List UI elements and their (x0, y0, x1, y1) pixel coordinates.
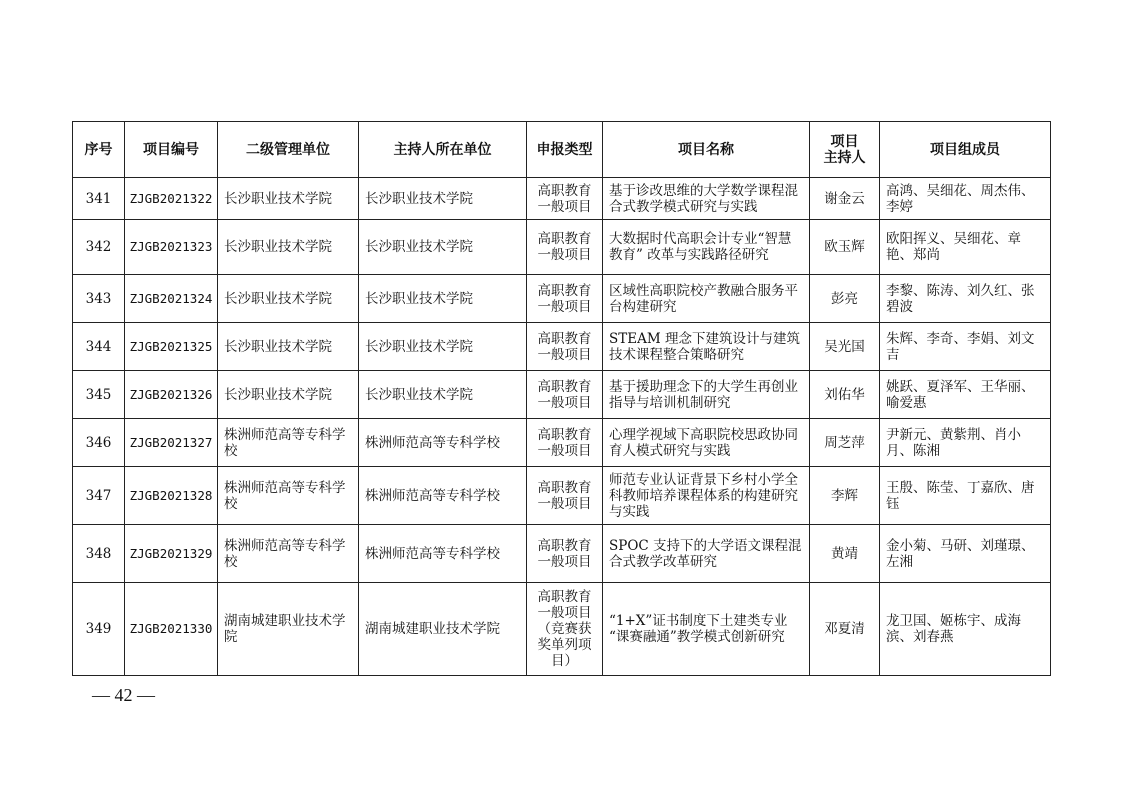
cell-unit: 长沙职业技术学院 (218, 275, 359, 323)
cell-type: 高职教育一般项目 (527, 419, 603, 467)
cell-members: 朱辉、李奇、李娟、刘文吉 (880, 323, 1051, 371)
cell-host-unit: 株洲师范高等专科学校 (359, 467, 527, 525)
table-row (73, 525, 1051, 583)
cell-unit: 湖南城建职业技术学院 (218, 583, 359, 676)
cell-type: 高职教育一般项目 (527, 275, 603, 323)
cell-host-unit: 株洲师范高等专科学校 (359, 419, 527, 467)
cell-code: ZJGB2021328 (125, 467, 218, 525)
cell-host: 吴光国 (810, 323, 880, 371)
cell-code: ZJGB2021326 (125, 371, 218, 419)
cell-members: 金小菊、马研、刘瑾璟、左湘 (880, 525, 1051, 583)
cell-host: 周芝萍 (810, 419, 880, 467)
cell-seq: 348 (73, 525, 125, 583)
header-unit: 二级管理单位 (218, 122, 359, 178)
project-table (72, 121, 1051, 676)
cell-code: ZJGB2021329 (125, 525, 218, 583)
cell-host-unit: 株洲师范高等专科学校 (359, 525, 527, 583)
cell-host: 彭亮 (810, 275, 880, 323)
table-row (73, 220, 1051, 275)
cell-type: 高职教育一般项目 (527, 467, 603, 525)
cell-name: 基于援助理念下的大学生再创业指导与培训机制研究 (603, 371, 810, 419)
cell-code: ZJGB2021330 (125, 583, 218, 676)
cell-type: 高职教育一般项目 (527, 525, 603, 583)
cell-type: 高职教育一般项目（竞赛获奖单列项目） (527, 583, 603, 676)
cell-unit: 长沙职业技术学院 (218, 220, 359, 275)
cell-members: 尹新元、黄紫荆、肖小月、陈湘 (880, 419, 1051, 467)
cell-name: STEAM 理念下建筑设计与建筑技术课程整合策略研究 (603, 323, 810, 371)
header-code: 项目编号 (125, 122, 218, 178)
cell-unit: 长沙职业技术学院 (218, 323, 359, 371)
cell-seq: 343 (73, 275, 125, 323)
cell-name: 大数据时代高职会计专业“智慧教育” 改革与实践路径研究 (603, 220, 810, 275)
cell-name: 师范专业认证背景下乡村小学全科教师培养课程体系的构建研究与实践 (603, 467, 810, 525)
cell-code: ZJGB2021325 (125, 323, 218, 371)
cell-host-unit: 湖南城建职业技术学院 (359, 583, 527, 676)
table-row (73, 583, 1051, 676)
cell-host: 邓夏清 (810, 583, 880, 676)
header-type: 申报类型 (527, 122, 603, 178)
cell-seq: 341 (73, 178, 125, 220)
cell-members: 李黎、陈涛、刘久红、张碧波 (880, 275, 1051, 323)
cell-name: SPOC 支持下的大学语文课程混合式教学改革研究 (603, 525, 810, 583)
cell-members: 姚跃、夏泽军、王华丽、喻爱惠 (880, 371, 1051, 419)
cell-members: 王殷、陈莹、丁嘉欣、唐钰 (880, 467, 1051, 525)
cell-unit: 长沙职业技术学院 (218, 371, 359, 419)
cell-host-unit: 长沙职业技术学院 (359, 220, 527, 275)
cell-members: 高鸿、吴细花、周杰伟、李婷 (880, 178, 1051, 220)
cell-type: 高职教育一般项目 (527, 323, 603, 371)
cell-host-unit: 长沙职业技术学院 (359, 323, 527, 371)
cell-members: 龙卫国、姬栋宇、成海滨、刘春燕 (880, 583, 1051, 676)
cell-seq: 347 (73, 467, 125, 525)
page-number: — 42 — (92, 685, 155, 705)
cell-name: “1+X”证书制度下土建类专业 “课赛融通”教学模式创新研究 (603, 583, 810, 676)
cell-name: 心理学视域下高职院校思政协同育人模式研究与实践 (603, 419, 810, 467)
cell-code: ZJGB2021322 (125, 178, 218, 220)
cell-host-unit: 长沙职业技术学院 (359, 275, 527, 323)
cell-unit: 株洲师范高等专科学校 (218, 525, 359, 583)
cell-host: 欧玉辉 (810, 220, 880, 275)
cell-code: ZJGB2021323 (125, 220, 218, 275)
cell-name: 区域性高职院校产教融合服务平台构建研究 (603, 275, 810, 323)
cell-seq: 349 (73, 583, 125, 676)
cell-host-unit: 长沙职业技术学院 (359, 371, 527, 419)
cell-type: 高职教育一般项目 (527, 371, 603, 419)
table-row (73, 275, 1051, 323)
cell-type: 高职教育一般项目 (527, 220, 603, 275)
cell-host-unit: 长沙职业技术学院 (359, 178, 527, 220)
cell-name: 基于诊改思维的大学数学课程混合式教学模式研究与实践 (603, 178, 810, 220)
cell-type: 高职教育一般项目 (527, 178, 603, 220)
cell-unit: 长沙职业技术学院 (218, 178, 359, 220)
table-row (73, 467, 1051, 525)
cell-unit: 株洲师范高等专科学校 (218, 467, 359, 525)
header-host: 项目 主持人 (810, 122, 880, 178)
header-members: 项目组成员 (880, 122, 1051, 178)
table-row (73, 323, 1051, 371)
cell-seq: 342 (73, 220, 125, 275)
header-seq: 序号 (73, 122, 125, 178)
table-header-row (73, 122, 1051, 178)
table-body (73, 178, 1051, 676)
cell-seq: 346 (73, 419, 125, 467)
table-row (73, 371, 1051, 419)
cell-host: 黄靖 (810, 525, 880, 583)
cell-host: 刘佑华 (810, 371, 880, 419)
cell-members: 欧阳挥义、吴细花、章艳、郑尚 (880, 220, 1051, 275)
table-row (73, 419, 1051, 467)
cell-seq: 345 (73, 371, 125, 419)
header-host-unit: 主持人所在单位 (359, 122, 527, 178)
cell-code: ZJGB2021327 (125, 419, 218, 467)
cell-unit: 株洲师范高等专科学校 (218, 419, 359, 467)
table-row (73, 178, 1051, 220)
cell-host: 谢金云 (810, 178, 880, 220)
cell-host: 李辉 (810, 467, 880, 525)
cell-seq: 344 (73, 323, 125, 371)
header-name: 项目名称 (603, 122, 810, 178)
cell-code: ZJGB2021324 (125, 275, 218, 323)
